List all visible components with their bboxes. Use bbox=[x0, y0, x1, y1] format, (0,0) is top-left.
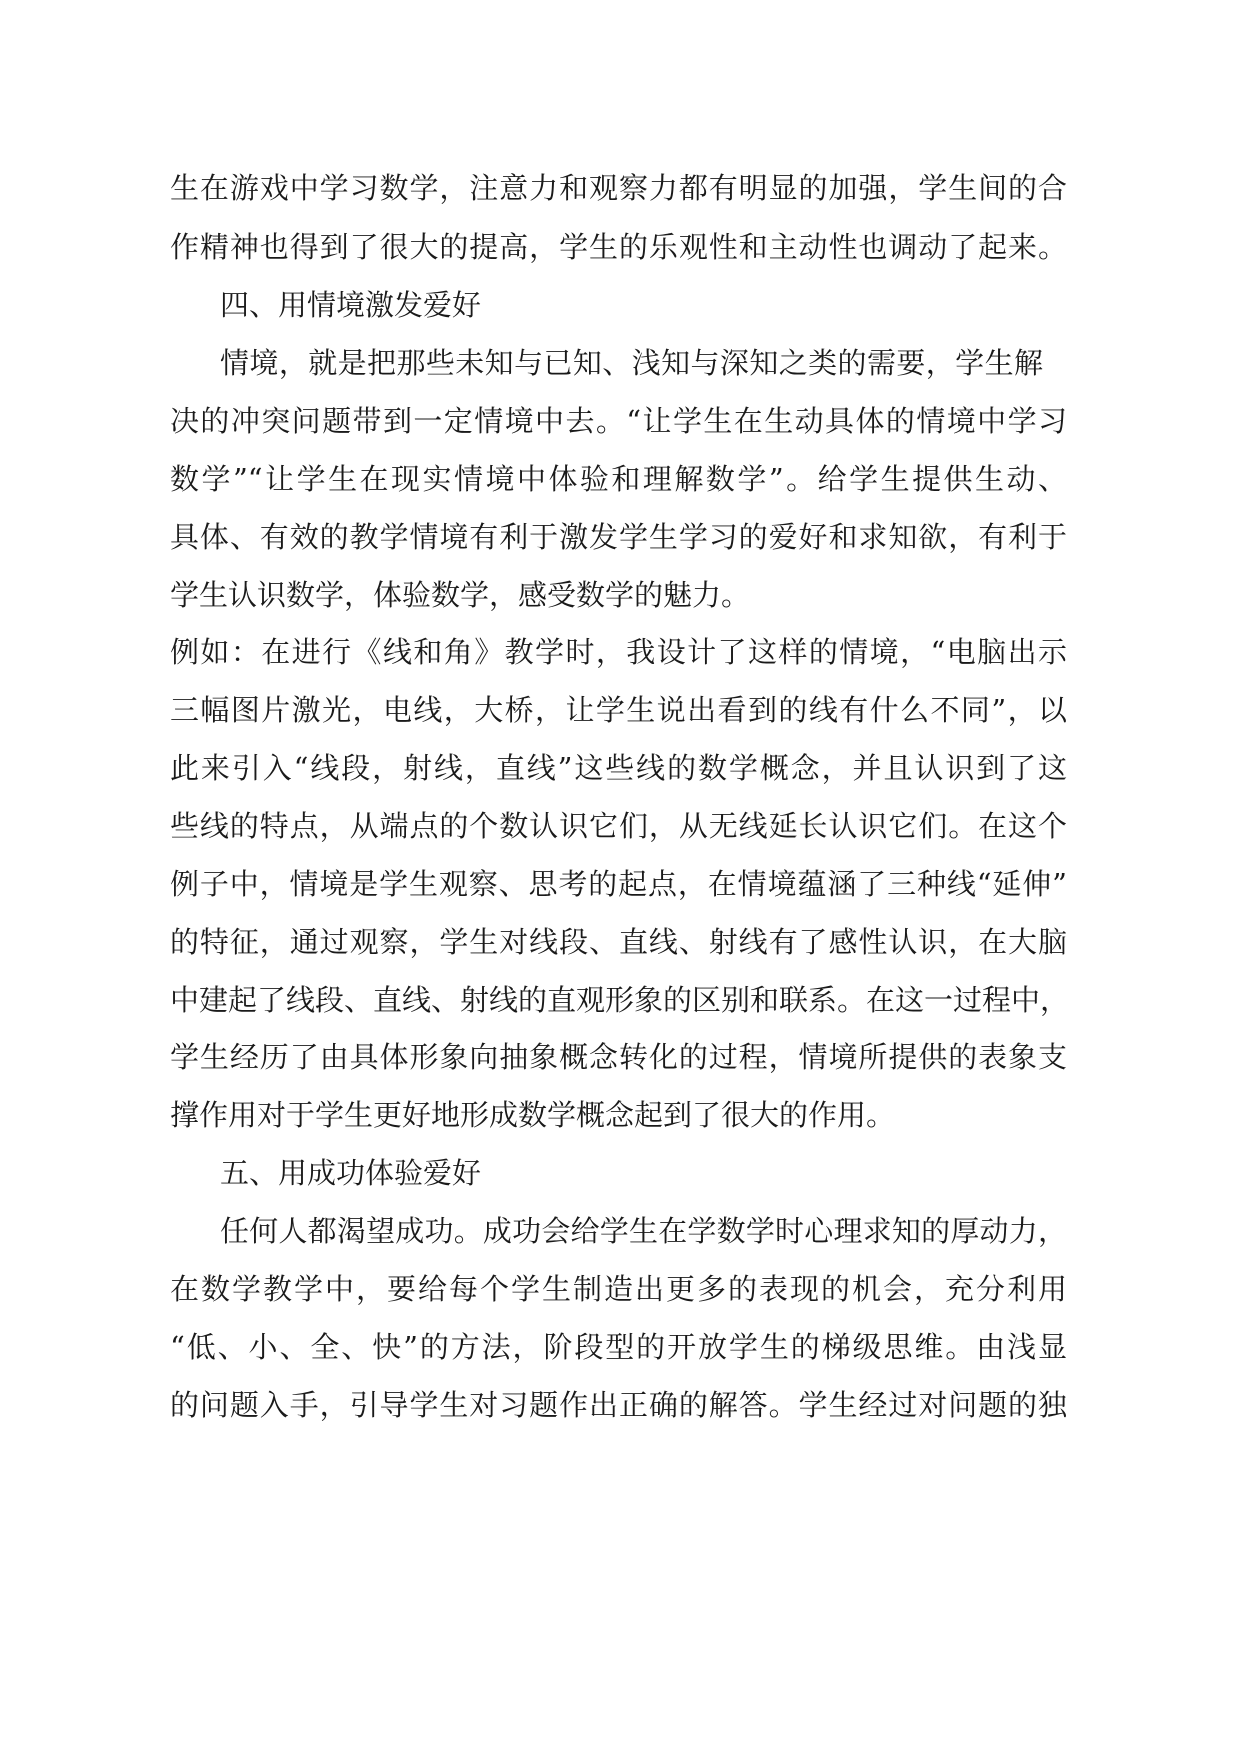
text-line: 生在游戏中学习数学，注意力和观察力都有明显的加强，学生间的合 bbox=[170, 171, 1067, 205]
text-line: 的特征，通过观察，学生对线段、直线、射线有了感性认识，在大脑 bbox=[170, 925, 1067, 959]
text-line: 数学”“让学生在现实情境中体验和理解数学”。给学生提供生动、 bbox=[170, 462, 1067, 496]
text-line: 学生经历了由具体形象向抽象概念转化的过程，情境所提供的表象支 bbox=[170, 1040, 1067, 1074]
text-line: 此来引入“线段，射线，直线”这些线的数学概念，并且认识到了这 bbox=[170, 751, 1067, 785]
paragraph-first-line: 情境，就是把那些未知与已知、浅知与深知之类的需要，学生解 bbox=[220, 346, 1043, 380]
text-line: 决的冲突问题带到一定情境中去。“让学生在生动具体的情境中学习 bbox=[170, 404, 1067, 438]
section-heading-5: 五、用成功体验爱好 bbox=[220, 1156, 482, 1190]
text-line: 些线的特点，从端点的个数认识它们，从无线延长认识它们。在这个 bbox=[170, 809, 1067, 843]
text-line: 中建起了线段、直线、射线的直观形象的区别和联系。在这一过程中， bbox=[170, 983, 1070, 1017]
paragraph-first-line: 任何人都渴望成功。成功会给学生在学数学时心理求知的厚动力， bbox=[220, 1214, 1067, 1248]
section-heading-4: 四、用情境激发爱好 bbox=[220, 288, 482, 322]
text-line: 作精神也得到了很大的提高，学生的乐观性和主动性也调动了起来。 bbox=[170, 230, 1067, 264]
text-line: 三幅图片激光，电线，大桥，让学生说出看到的线有什么不同”，以 bbox=[170, 693, 1067, 727]
text-line: 学生认识数学，体验数学，感受数学的魅力。 bbox=[170, 578, 751, 612]
text-line: 具体、有效的教学情境有利于激发学生学习的爱好和求知欲，有利于 bbox=[170, 520, 1067, 554]
text-line: 的问题入手，引导学生对习题作出正确的解答。学生经过对问题的独 bbox=[170, 1388, 1067, 1422]
example-first-line: 例如：在进行《线和角》教学时，我设计了这样的情境，“电脑出示 bbox=[170, 635, 1067, 669]
text-line: 例子中，情境是学生观察、思考的起点，在情境蕴涵了三种线“延伸” bbox=[170, 867, 1067, 901]
text-line: 在数学教学中，要给每个学生制造出更多的表现的机会，充分利用 bbox=[170, 1272, 1067, 1306]
text-line: “低、小、全、快”的方法，阶段型的开放学生的梯级思维。由浅显 bbox=[170, 1330, 1067, 1364]
text-line: 撑作用对于学生更好地形成数学概念起到了很大的作用。 bbox=[170, 1098, 896, 1132]
